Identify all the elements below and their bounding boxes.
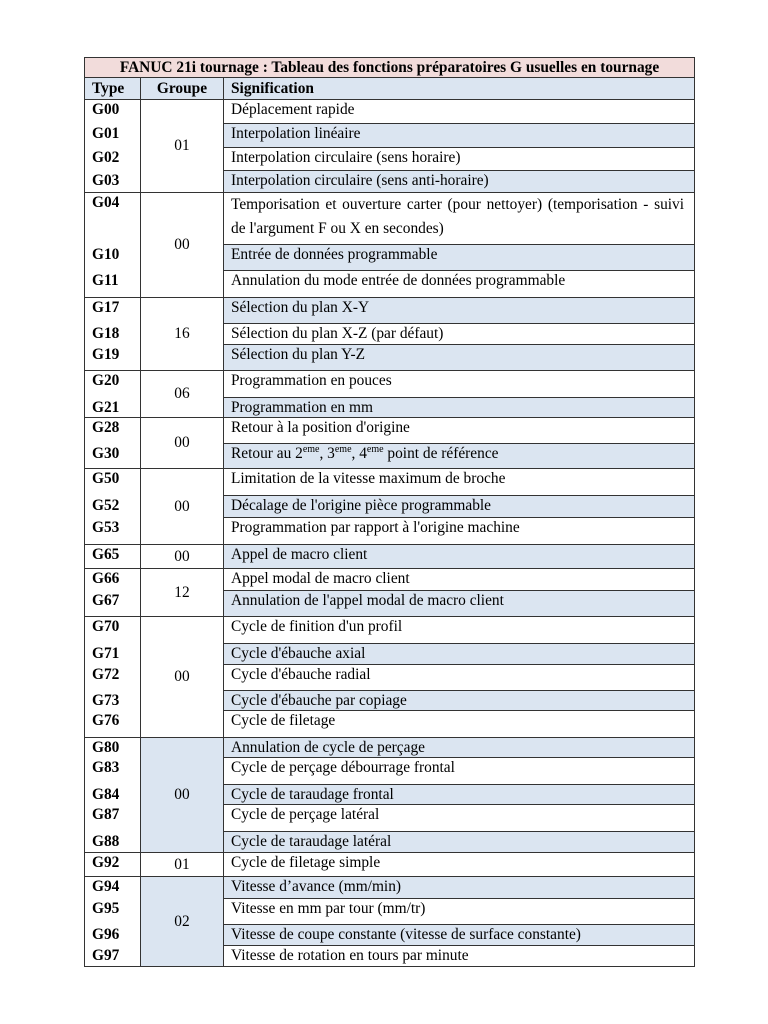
type-cell: G03 [85, 171, 141, 193]
type-cell: G71 [85, 644, 141, 665]
type-cell: G80 [85, 738, 141, 758]
groupe-cell: 06 [141, 371, 224, 418]
type-cell: G83 [85, 758, 141, 785]
table-row [85, 877, 695, 899]
type-cell: G66 [85, 569, 141, 591]
signification-cell: Retour à la position d'origine [224, 418, 695, 444]
signification-cell: Sélection du plan X-Z (par défaut) [224, 324, 695, 345]
type-cell: G92 [85, 853, 141, 877]
signification-cell: Programmation en pouces [224, 371, 695, 398]
signification-cell: Programmation par rapport à l'origine machine [224, 518, 695, 545]
table-row [85, 545, 695, 569]
groupe-cell: 00 [141, 469, 224, 545]
table-row [85, 569, 695, 591]
type-cell: G70 [85, 617, 141, 644]
groupe-cell: 12 [141, 569, 224, 617]
superscript: eme [366, 444, 384, 455]
table-row [85, 738, 695, 758]
signification-cell: Cycle de taraudage latéral [224, 832, 695, 853]
type-cell: G11 [85, 271, 141, 298]
type-cell: G30 [85, 444, 141, 469]
signification-cell: Annulation de l'appel modal de macro client [224, 591, 695, 617]
table-row [85, 418, 695, 444]
signification-cell: Annulation du mode entrée de données programmable [224, 271, 695, 298]
type-cell: G76 [85, 711, 141, 738]
type-cell: G87 [85, 805, 141, 832]
type-cell: G28 [85, 418, 141, 444]
signification-cell: Vitesse d’avance (mm/min) [224, 877, 695, 899]
signification-cell: Cycle de filetage [224, 711, 695, 738]
title-row [85, 58, 695, 78]
type-cell: G53 [85, 518, 141, 545]
type-cell: G04 [85, 193, 141, 245]
type-cell: G02 [85, 148, 141, 171]
signification-cell: Cycle de perçage débourrage frontal [224, 758, 695, 785]
signification-cell: Cycle de perçage latéral [224, 805, 695, 832]
signification-cell [224, 444, 695, 469]
groupe-cell: 00 [141, 545, 224, 569]
type-cell: G19 [85, 345, 141, 371]
type-cell: G00 [85, 100, 141, 124]
signification-cell: Cycle de filetage simple [224, 853, 695, 877]
signification-cell: Vitesse en mm par tour (mm/tr) [224, 899, 695, 925]
type-cell: G20 [85, 371, 141, 398]
type-cell: G21 [85, 398, 141, 418]
table-row [85, 371, 695, 398]
signification-cell: Programmation en mm [224, 398, 695, 418]
type-cell: G73 [85, 691, 141, 711]
signification-cell: Cycle d'ébauche axial [224, 644, 695, 665]
type-cell: G10 [85, 245, 141, 271]
signification-cell: Sélection du plan Y-Z [224, 345, 695, 371]
signification-cell: Interpolation linéaire [224, 124, 695, 148]
groupe-cell: 00 [141, 418, 224, 469]
groupe-cell: 00 [141, 193, 224, 298]
groupe-cell: 02 [141, 877, 224, 967]
signification-cell: Appel modal de macro client [224, 569, 695, 591]
signification-cell: Limitation de la vitesse maximum de broche [224, 469, 695, 496]
groupe-cell: 01 [141, 100, 224, 193]
signification-cell: Appel de macro client [224, 545, 695, 569]
text-segment: , 3 [319, 445, 335, 462]
text-segment: point de référence [383, 445, 499, 462]
type-cell: G96 [85, 925, 141, 946]
table-row [85, 617, 695, 644]
type-cell: G01 [85, 124, 141, 148]
signification-cell: Cycle de finition d'un profil [224, 617, 695, 644]
superscript: eme [302, 444, 320, 455]
type-cell: G88 [85, 832, 141, 853]
type-cell: G17 [85, 298, 141, 324]
signification-cell: Temporisation et ouverture carter (pour nettoyer) (temporisation - suivi de l'argument F ou X en secondes) [224, 193, 695, 245]
type-cell: G52 [85, 496, 141, 518]
superscript: eme [334, 444, 352, 455]
text-segment: , 4 [351, 445, 367, 462]
table-row [85, 100, 695, 124]
type-cell: G65 [85, 545, 141, 569]
groupe-cell: 16 [141, 298, 224, 371]
g-code-table [84, 57, 695, 967]
signification-cell: Décalage de l'origine pièce programmable [224, 496, 695, 518]
groupe-cell: 01 [141, 853, 224, 877]
signification-cell: Entrée de données programmable [224, 245, 695, 271]
table-row [85, 853, 695, 877]
text-segment: Retour au 2 [231, 445, 303, 462]
signification-cell: Vitesse de rotation en tours par minute [224, 946, 695, 967]
type-cell: G18 [85, 324, 141, 345]
header-row [85, 78, 695, 100]
type-cell: G50 [85, 469, 141, 496]
type-cell: G97 [85, 946, 141, 967]
type-cell: G72 [85, 665, 141, 691]
signification-cell: Interpolation circulaire (sens anti-horaire) [224, 171, 695, 193]
signification-cell: Déplacement rapide [224, 100, 695, 124]
type-cell: G84 [85, 785, 141, 805]
table-row [85, 298, 695, 324]
type-cell: G94 [85, 877, 141, 899]
header-type: Type [85, 78, 141, 100]
groupe-cell: 00 [141, 617, 224, 738]
signification-cell: Interpolation circulaire (sens horaire) [224, 148, 695, 171]
signification-cell: Vitesse de coupe constante (vitesse de surface constante) [224, 925, 695, 946]
signification-cell: Cycle de taraudage frontal [224, 785, 695, 805]
type-cell: G67 [85, 591, 141, 617]
groupe-cell: 00 [141, 738, 224, 853]
signification-cell: Cycle d'ébauche par copiage [224, 691, 695, 711]
signification-cell: Sélection du plan X-Y [224, 298, 695, 324]
header-signification: Signification [224, 78, 695, 100]
table-body [85, 58, 695, 967]
table-row [85, 193, 695, 245]
type-cell: G95 [85, 899, 141, 925]
signification-cell: Cycle d'ébauche radial [224, 665, 695, 691]
table-title: FANUC 21i tournage : Tableau des fonctions préparatoires G usuelles en tournage [85, 58, 695, 78]
signification-cell: Annulation de cycle de perçage [224, 738, 695, 758]
header-groupe: Groupe [141, 78, 224, 100]
table-row [85, 469, 695, 496]
